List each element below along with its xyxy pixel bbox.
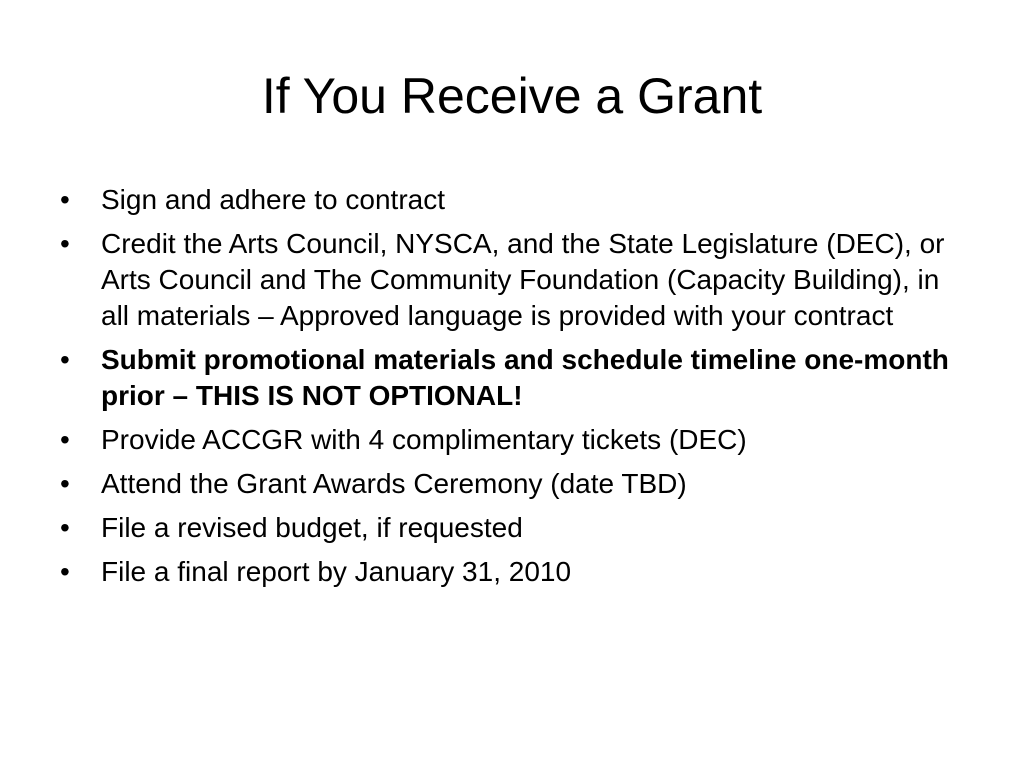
bullet-text: File a final report by January 31, 2010: [101, 556, 572, 587]
bullet-text: File a revised budget, if requested: [101, 512, 523, 543]
bullet-item-sign-contract: [60, 182, 960, 218]
bullet-marker: •: [60, 344, 70, 375]
bullet-marker: •: [60, 184, 70, 215]
bullet-marker: •: [60, 468, 70, 499]
bullet-text: Attend the Grant Awards Ceremony (date TBD): [101, 468, 687, 499]
bullet-marker: •: [60, 512, 70, 543]
slide-title: If You Receive a Grant: [261, 68, 763, 124]
bullet-marker: •: [60, 424, 70, 455]
bullet-item-final-report: [60, 554, 960, 590]
bullet-item-revised-budget: [60, 510, 960, 546]
bullet-marker: •: [60, 556, 70, 587]
bullet-text: Submit promotional materials and schedule timeline one-month prior – THIS IS NOT OPTIONAL!: [101, 344, 949, 411]
bullet-item-credit: [60, 226, 960, 334]
bullet-text: Provide ACCGR with 4 complimentary tickets (DEC): [101, 424, 747, 455]
bullet-item-ceremony: [60, 466, 960, 502]
bullet-text: Sign and adhere to contract: [101, 184, 446, 215]
bullet-text: Credit the Arts Council, NYSCA, and the State Legislature (DEC), or Arts Council and The Community Foundation (Capacity Building), in all materials – Approved language is provided with your contract: [101, 228, 945, 331]
bullet-item-submit-promotional: [60, 342, 960, 414]
bullet-item-tickets: [60, 422, 960, 458]
bullet-list: [60, 182, 960, 598]
bullet-marker: •: [60, 228, 70, 259]
